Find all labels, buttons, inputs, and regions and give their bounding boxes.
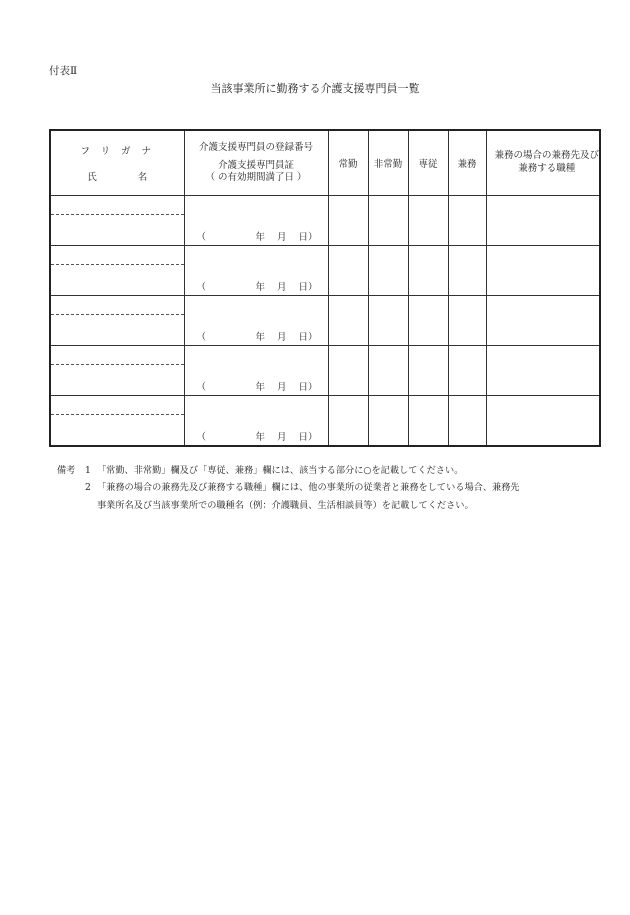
- date-month: 月: [276, 332, 287, 343]
- name-entry-cell[interactable]: [50, 346, 184, 396]
- header-registration-number: 介護支援専門員の登録番号: [198, 142, 313, 154]
- expiry-date-line: [185, 329, 328, 345]
- header-concurrent: 兼務: [448, 130, 486, 196]
- remark-number: 2: [85, 482, 91, 494]
- date-open-paren: （: [196, 282, 207, 293]
- name-entry-cell[interactable]: [50, 396, 184, 447]
- fulltime-cell[interactable]: [328, 246, 368, 296]
- remark-item-1: [57, 462, 597, 479]
- name-entry-cell[interactable]: [50, 296, 184, 346]
- remark-number: 1: [85, 465, 91, 476]
- date-open-paren: （: [196, 232, 207, 243]
- date-year: 年: [255, 382, 265, 393]
- dedicated-cell[interactable]: [408, 296, 448, 346]
- fulltime-cell[interactable]: [328, 296, 368, 346]
- remarks-lead: 備考: [57, 465, 76, 476]
- date-year: 年: [255, 332, 265, 343]
- furigana-divider: [51, 364, 184, 365]
- appendix-label: 付表Ⅱ: [49, 65, 78, 77]
- table-row: [50, 396, 600, 447]
- date-month: 月: [276, 282, 287, 293]
- header-fulltime: 常勤: [328, 130, 368, 196]
- expiry-date-line: [185, 379, 328, 395]
- header-registration-cell: [184, 130, 328, 196]
- header-name: 氏 名: [87, 172, 148, 183]
- header-name-cell: [50, 130, 184, 196]
- concurrent-cell[interactable]: [448, 246, 486, 296]
- name-entry-cell[interactable]: [50, 196, 184, 246]
- date-month: 月: [276, 232, 287, 243]
- registration-entry-cell[interactable]: [184, 296, 328, 346]
- expiry-date-line: [185, 429, 328, 445]
- expiry-date-line: [185, 229, 328, 245]
- remark-text: 「常勤、非常勤」欄及び「専従、兼務」欄には、該当する部分に○を記載してください。: [97, 465, 464, 476]
- concurrent-cell[interactable]: [448, 196, 486, 246]
- table-header-row: [50, 130, 600, 196]
- furigana-divider: [51, 414, 184, 415]
- date-year: 年: [255, 232, 265, 243]
- table-row: [50, 346, 600, 396]
- table-row: [50, 196, 600, 246]
- concurrent-note-cell[interactable]: [486, 346, 600, 396]
- concurrent-note-cell[interactable]: [486, 296, 600, 346]
- header-cert-line1: 介護支援専門員証: [217, 160, 294, 172]
- parttime-cell[interactable]: [368, 396, 408, 447]
- registration-entry-cell[interactable]: [184, 396, 328, 447]
- furigana-divider: [51, 314, 184, 315]
- fulltime-cell[interactable]: [328, 196, 368, 246]
- header-cert-line2: （ の有効期間満了日 ）: [205, 171, 307, 183]
- table-row: [50, 246, 600, 296]
- header-concurrent-note: 兼務の場合の兼務先及び兼務する職種: [486, 130, 600, 196]
- care-manager-table: [49, 129, 601, 447]
- concurrent-note-cell[interactable]: [486, 396, 600, 447]
- registration-entry-cell[interactable]: [184, 246, 328, 296]
- date-open-paren: （: [196, 382, 207, 393]
- parttime-cell[interactable]: [368, 296, 408, 346]
- remark-text: 「兼務の場合の兼務先及び兼務する職種」欄には、他の事業所の従業者と兼務をしている場合、兼務先: [97, 482, 520, 494]
- date-open-paren: （: [196, 432, 207, 443]
- expiry-date-line: [185, 279, 328, 295]
- name-entry-cell[interactable]: [50, 246, 184, 296]
- date-day: 日）: [298, 232, 318, 243]
- date-year: 年: [255, 432, 265, 443]
- remark-continuation: 事業所名及び当該事業所での職種名（例：介護職員、生活相談員等）を記載してください。: [97, 499, 474, 511]
- header-furigana: フリガナ: [80, 146, 163, 157]
- fulltime-cell[interactable]: [328, 346, 368, 396]
- parttime-cell[interactable]: [368, 346, 408, 396]
- concurrent-cell[interactable]: [448, 346, 486, 396]
- document-title: 当該事業所に勤務する介護支援専門員一覧: [210, 82, 420, 95]
- parttime-cell[interactable]: [368, 196, 408, 246]
- parttime-cell[interactable]: [368, 246, 408, 296]
- date-month: 月: [276, 382, 287, 393]
- remark-item-2: [57, 479, 597, 496]
- date-day: 日）: [298, 282, 318, 293]
- dedicated-cell[interactable]: [408, 246, 448, 296]
- concurrent-cell[interactable]: [448, 296, 486, 346]
- furigana-divider: [51, 264, 184, 265]
- dedicated-cell[interactable]: [408, 196, 448, 246]
- date-year: 年: [255, 282, 265, 293]
- concurrent-note-cell[interactable]: [486, 246, 600, 296]
- fulltime-cell[interactable]: [328, 396, 368, 447]
- concurrent-cell[interactable]: [448, 396, 486, 447]
- furigana-divider: [51, 214, 184, 215]
- concurrent-note-cell[interactable]: [486, 196, 600, 246]
- date-day: 日）: [298, 332, 318, 343]
- dedicated-cell[interactable]: [408, 396, 448, 447]
- date-day: 日）: [298, 382, 318, 393]
- remarks-section: [57, 462, 597, 514]
- table-row: [50, 296, 600, 346]
- date-open-paren: （: [196, 332, 207, 343]
- dedicated-cell[interactable]: [408, 346, 448, 396]
- header-dedicated: 専従: [408, 130, 448, 196]
- registration-entry-cell[interactable]: [184, 346, 328, 396]
- registration-entry-cell[interactable]: [184, 196, 328, 246]
- date-month: 月: [276, 432, 287, 443]
- header-parttime: 非常勤: [368, 130, 408, 196]
- date-day: 日）: [298, 432, 318, 443]
